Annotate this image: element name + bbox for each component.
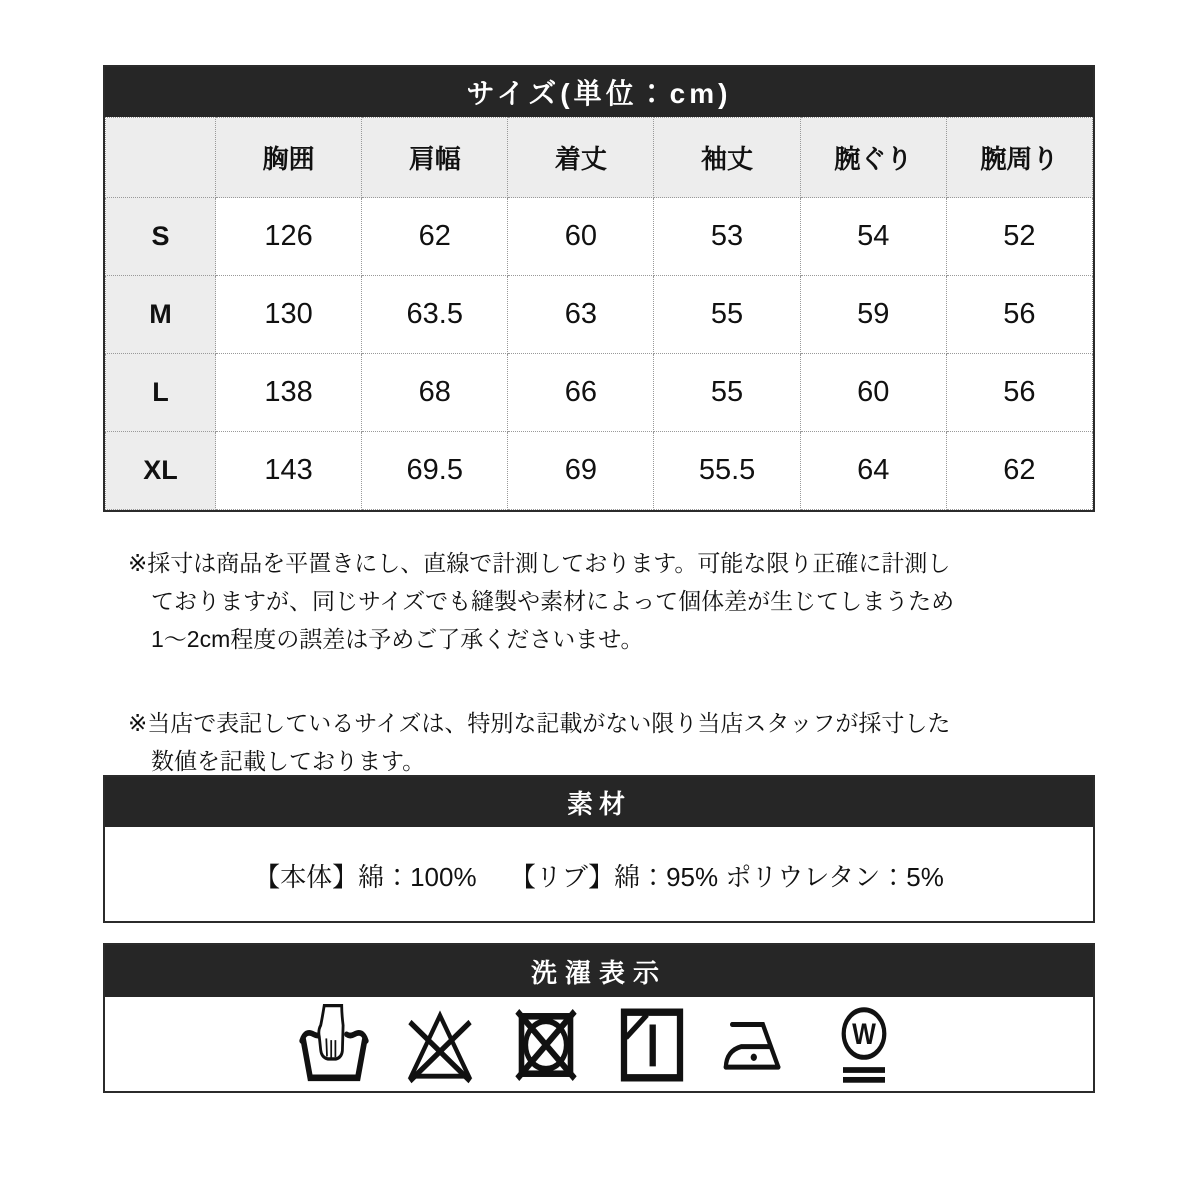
note-line: 1〜2cm程度の誤差は予めご了承くださいませ。 [151, 626, 644, 652]
washing-section [103, 943, 1095, 1093]
measurement-value: 55 [654, 276, 800, 354]
measurement-value: 64 [800, 432, 946, 510]
size-label: M [106, 276, 216, 354]
column-header: 着丈 [508, 118, 654, 198]
corner-cell [106, 118, 216, 198]
column-header: 肩幅 [362, 118, 508, 198]
column-header: 袖丈 [654, 118, 800, 198]
note-line: 数値を記載しております。 [151, 748, 426, 774]
measurement-value: 55.5 [654, 432, 800, 510]
measurement-value: 68 [362, 354, 508, 432]
measurement-value: 52 [946, 198, 1092, 276]
measurement-value: 69 [508, 432, 654, 510]
measurement-value: 55 [654, 354, 800, 432]
size-chart-title: サイズ(単位：cm) [105, 67, 1093, 117]
size-row-S [106, 198, 1093, 276]
measurement-value: 63.5 [362, 276, 508, 354]
size-label: L [106, 354, 216, 432]
material-section [103, 775, 1095, 923]
measurement-value: 59 [800, 276, 946, 354]
measurement-value: 143 [216, 432, 362, 510]
size-row-L [106, 354, 1093, 432]
size-row-XL [106, 432, 1093, 510]
note-line: ※当店で表記しているサイズは、特別な記載がない限り当店スタッフが採寸した [128, 710, 951, 736]
care-icons-row [105, 997, 1093, 1093]
measurement-value: 53 [654, 198, 800, 276]
material-composition: 【本体】綿：100% 【リブ】綿：95% ポリウレタン：5% [254, 861, 944, 892]
measurement-value: 60 [800, 354, 946, 432]
measurement-value: 56 [946, 354, 1092, 432]
size-table [105, 117, 1093, 510]
size-row-M [106, 276, 1093, 354]
size-label: XL [106, 432, 216, 510]
wet-cleaning-icon [829, 1004, 899, 1086]
iron-low-one-dot-icon [723, 1004, 793, 1086]
measurement-value: 66 [508, 354, 654, 432]
hand-wash-icon [299, 1004, 369, 1086]
wet-cleaning-letter: W [852, 1017, 876, 1051]
washing-title: 洗濯表示 [105, 945, 1093, 997]
size-label: S [106, 198, 216, 276]
measurement-value: 126 [216, 198, 362, 276]
column-header: 腕ぐり [800, 118, 946, 198]
shade-line-dry-icon [617, 1004, 687, 1086]
measurement-value: 62 [362, 198, 508, 276]
size-table-header-row [106, 118, 1093, 198]
measurement-value: 60 [508, 198, 654, 276]
measurement-value: 63 [508, 276, 654, 354]
no-bleach-icon [405, 1004, 475, 1086]
note-line: ておりますが、同じサイズでも縫製や素材によって個体差が生じてしまうため [151, 588, 955, 614]
note-line: ※採寸は商品を平置きにし、直線で計測しております。可能な限り正確に計測し [128, 550, 951, 576]
measurement-value: 69.5 [362, 432, 508, 510]
measurement-value: 56 [946, 276, 1092, 354]
measurement-value: 54 [800, 198, 946, 276]
material-title: 素材 [105, 777, 1093, 827]
size-table-body [106, 198, 1093, 510]
measurement-value: 62 [946, 432, 1092, 510]
column-header: 胸囲 [216, 118, 362, 198]
measurement-value: 138 [216, 354, 362, 432]
note-1 [128, 544, 1078, 658]
column-header: 腕周り [946, 118, 1092, 198]
measurement-value: 130 [216, 276, 362, 354]
note-2 [128, 704, 1078, 780]
size-chart-section [103, 65, 1095, 512]
no-tumble-dry-icon [511, 1004, 581, 1086]
